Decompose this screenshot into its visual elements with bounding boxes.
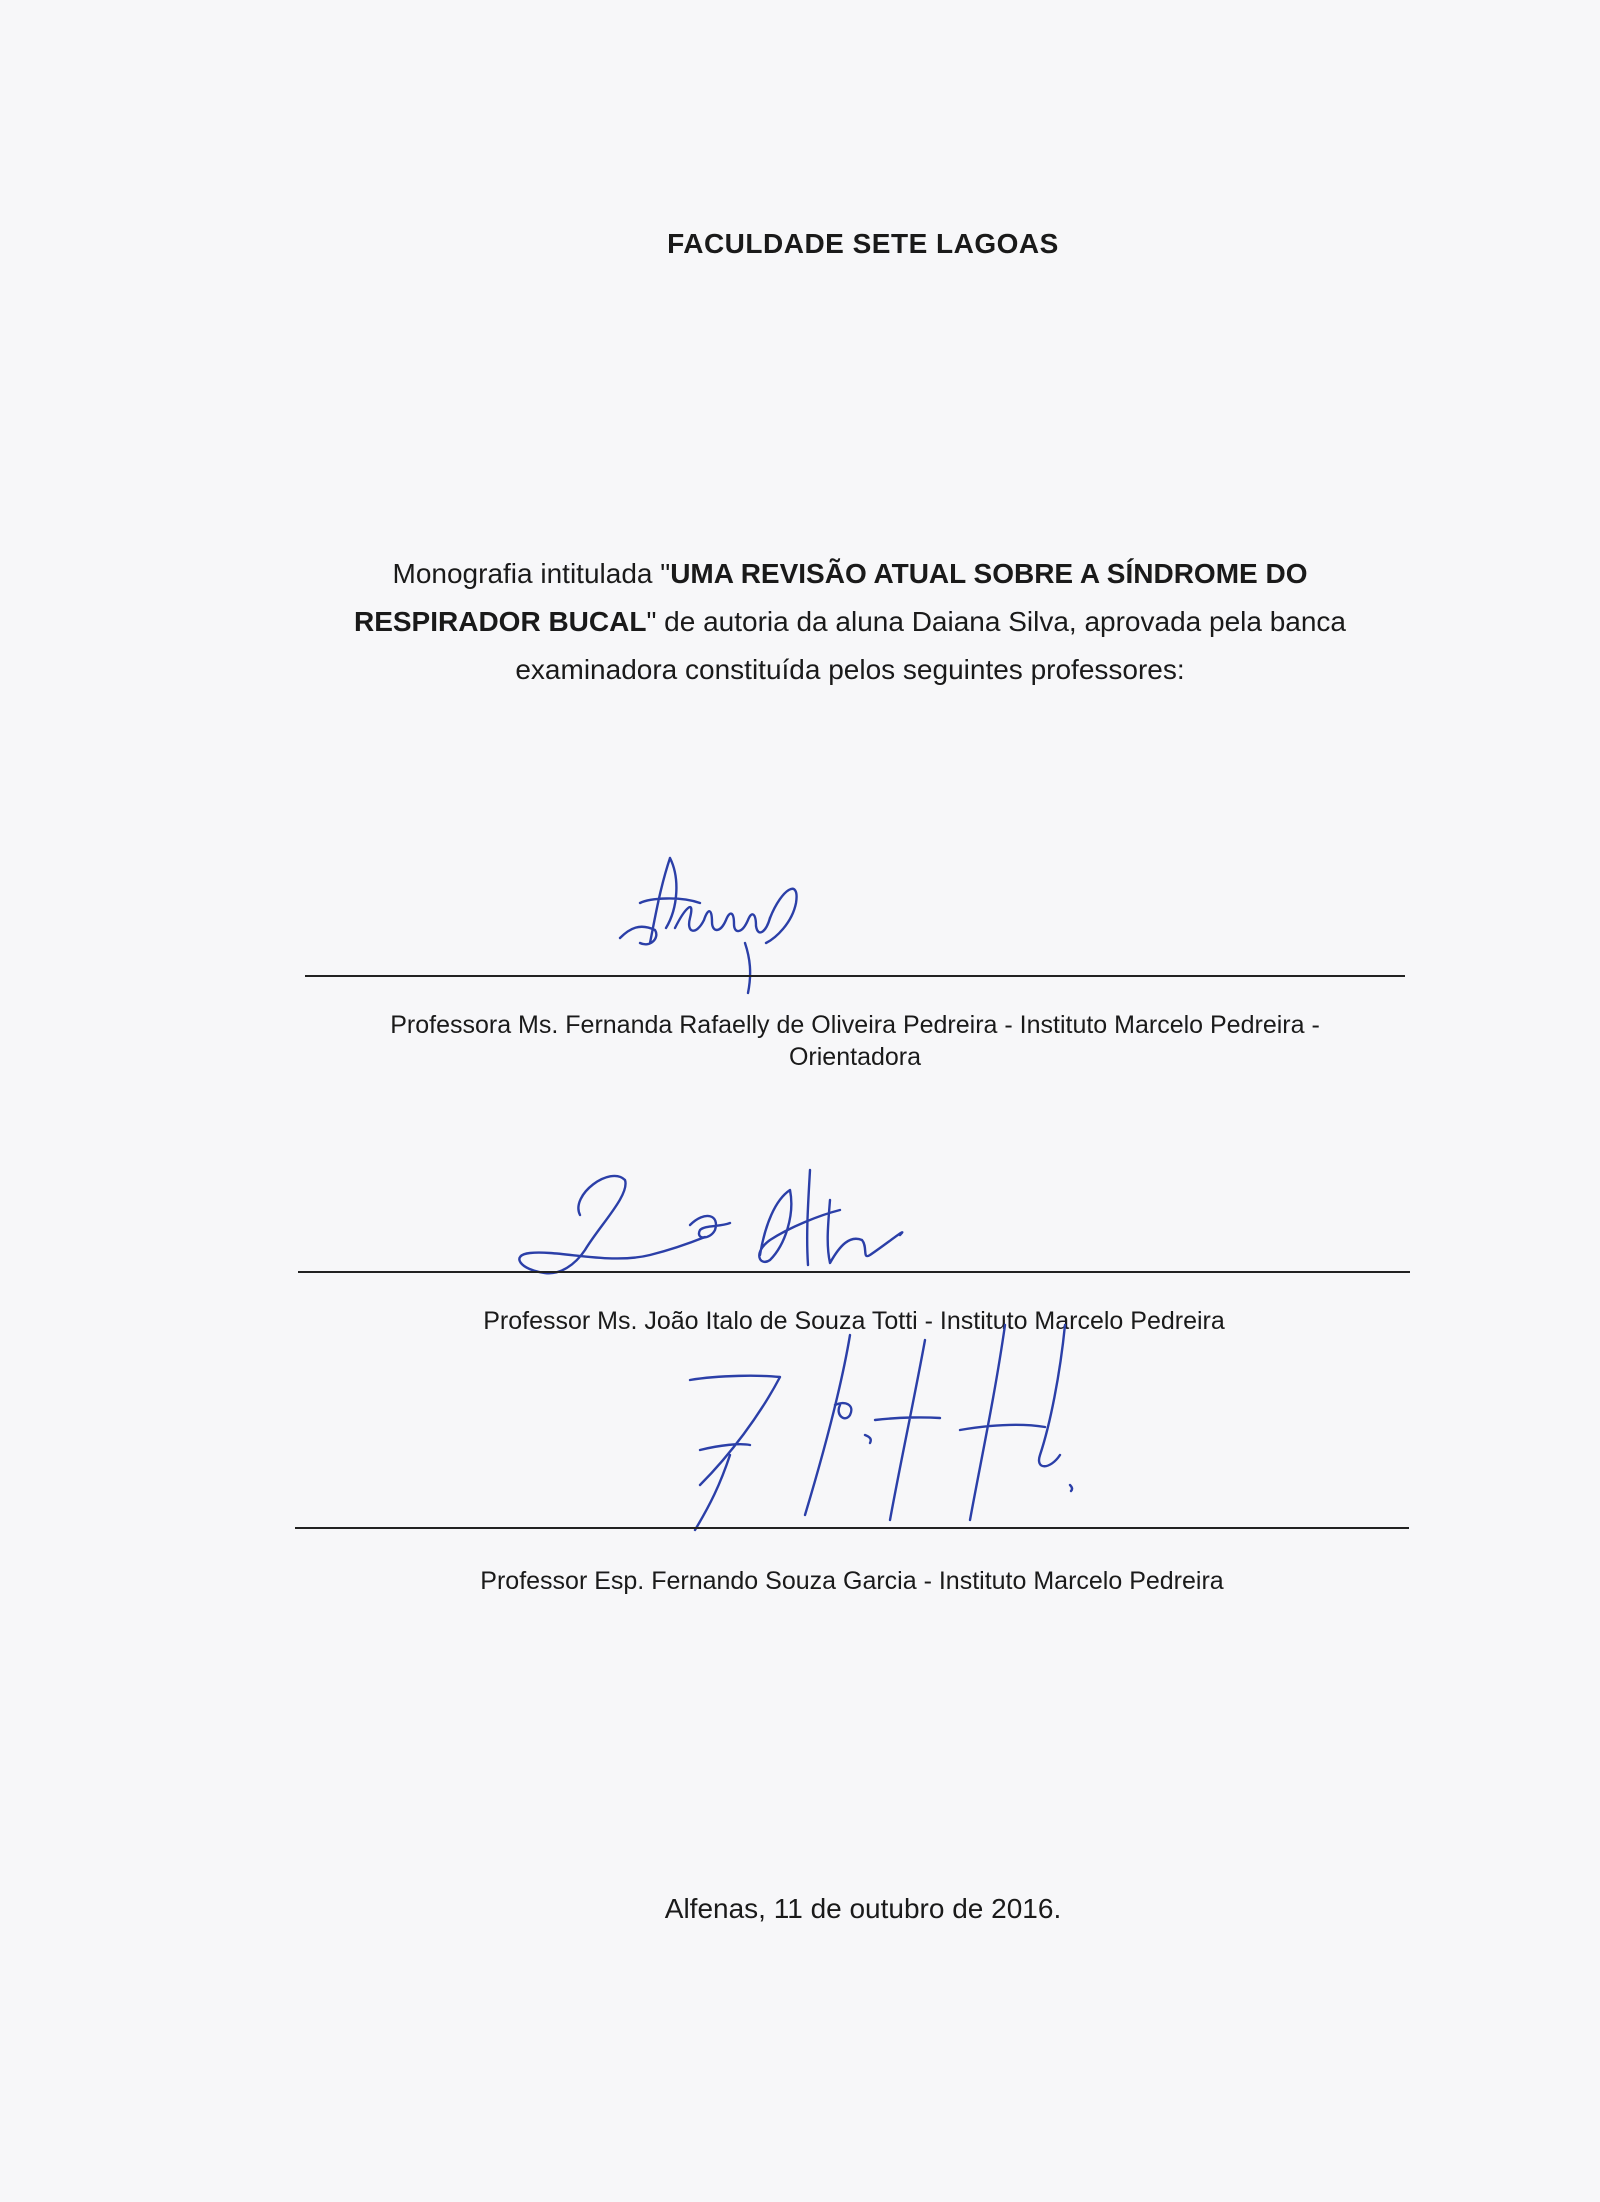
intro-suffix: " de autoria da aluna Daiana Silva, aprovada pela banca examinadora constituída pelos seguintes professores: <box>515 606 1347 685</box>
intro-prefix: Monografia intitulada " <box>392 558 671 589</box>
place-and-date: Alfenas, 11 de outubro de 2016. <box>664 1893 1062 1924</box>
examiner-1-role: Orientadora <box>788 1043 922 1071</box>
examiner-3-name: Professor Esp. Fernando Souza Garcia - Instituto Marcelo Pedreira <box>480 1567 1224 1595</box>
examiner-1-caption <box>290 1009 1420 1073</box>
signature-line-3 <box>295 1527 1409 1529</box>
institution-name: FACULDADE SETE LAGOAS <box>667 228 1059 259</box>
signature-3 <box>670 1305 1110 1535</box>
examiner-1-name: Professora Ms. Fernanda Rafaelly de Oliveira Pedreira - Instituto Marcelo Pedreira - <box>390 1011 1320 1039</box>
signature-line-1 <box>305 975 1405 977</box>
approval-statement <box>320 550 1380 694</box>
signature-line-2 <box>298 1271 1410 1273</box>
signature-2 <box>490 1155 930 1315</box>
examiner-2-name: Professor Ms. João Italo de Souza Totti - Instituto Marcelo Pedreira <box>483 1307 1225 1335</box>
monograph-title: UMA REVISÃO ATUAL SOBRE A SÍNDROME DO RESPIRADOR BUCAL <box>353 558 1308 637</box>
examiner-3-caption <box>295 1565 1409 1597</box>
